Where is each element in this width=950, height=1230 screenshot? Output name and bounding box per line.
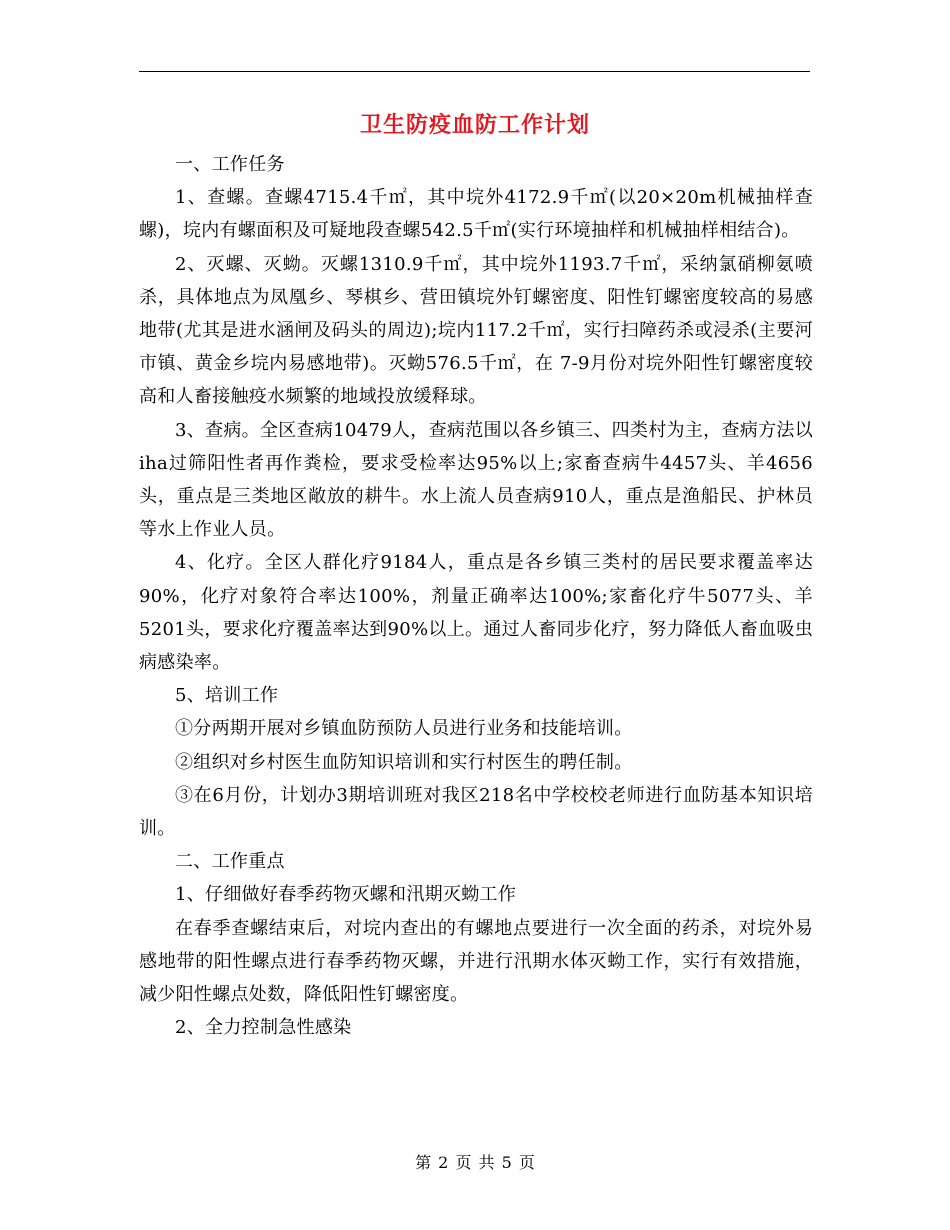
section-heading-priorities: 二、工作重点 bbox=[175, 851, 285, 873]
paragraph-priority-2-heading: 2、全力控制急性感染 bbox=[175, 1017, 352, 1039]
section-heading-tasks: 一、工作任务 bbox=[175, 154, 285, 175]
paragraph-priority-1-body: 在春季查螺结束后，对垸内查出的有螺地点要进行一次全面的药杀，对垸外易感地带的阳性螺点进行春季药物灭螺，并进行汛期水体灭蚴工作，实行有效措施，减少阳性螺点处数，降低阳性钉螺密度。 bbox=[139, 917, 813, 1006]
header-rule bbox=[139, 71, 810, 72]
paragraph-priority-1-heading: 1、仔细做好春季药物灭螺和汛期灭蚴工作 bbox=[175, 884, 517, 906]
paragraph-snail-control: 2、灭螺、灭蚴。灭螺1310.9千㎡，其中垸外1193.7千㎡，采纳氯硝柳氨喷杀，具体地点为凤凰乡、琴棋乡、营田镇垸外钉螺密度、阳性钉螺密度较高的易感地带(尤其是进水涵闸及码头的周边);垸内117.2千㎡，实行扫障药杀或浸杀(主要河市镇、黄金乡垸内易感地带)。灭蚴576.5千㎡，在 7-9月份对垸外阳性钉螺密度较高和人畜接触疫水频繁的地域投放缓释球。 bbox=[139, 253, 813, 408]
paragraph-chemotherapy: 4、化疗。全区人群化疗9184人，重点是各乡镇三类村的居民要求覆盖率达90%，化疗对象符合率达100%，剂量正确率达100%;家畜化疗牛5077头、羊5201头，要求化疗覆盖率达到90%以上。通过人畜同步化疗，努力降低人畜血吸虫病感染率。 bbox=[139, 552, 813, 674]
page-footer: 第 2 页 共 5 页 bbox=[415, 1153, 535, 1172]
paragraph-training-item-1: ①分两期开展对乡镇血防预防人员进行业务和技能培训。 bbox=[175, 718, 633, 740]
paragraph-snail-survey: 1、查螺。查螺4715.4千㎡，其中垸外4172.9千㎡(以20×20m机械抽样查螺)，垸内有螺面积及可疑地段查螺542.5千㎡(实行环境抽样和机械抽样相结合)。 bbox=[139, 187, 813, 242]
paragraph-training-heading: 5、培训工作 bbox=[175, 685, 279, 707]
paragraph-disease-screening: 3、查病。全区查病10479人，查病范围以各乡镇三、四类村为主，查病方法以iha过筛阳性者再作粪检，要求受检率达95%以上;家畜查病牛4457头、羊4656头，重点是三类地区敞放的耕牛。水上流人员查病910人，重点是渔船民、护林员等水上作业人员。 bbox=[139, 419, 813, 541]
document-body bbox=[139, 148, 813, 1044]
paragraph-training-item-3: ③在6月份，计划办3期培训班对我区218名中学校校老师进行血防基本知识培训。 bbox=[139, 784, 813, 840]
paragraph-training-item-2: ②组织对乡村医生血防知识培训和实行村医生的聘任制。 bbox=[175, 751, 633, 773]
document-title: 卫生防疫血防工作计划 bbox=[359, 112, 590, 138]
